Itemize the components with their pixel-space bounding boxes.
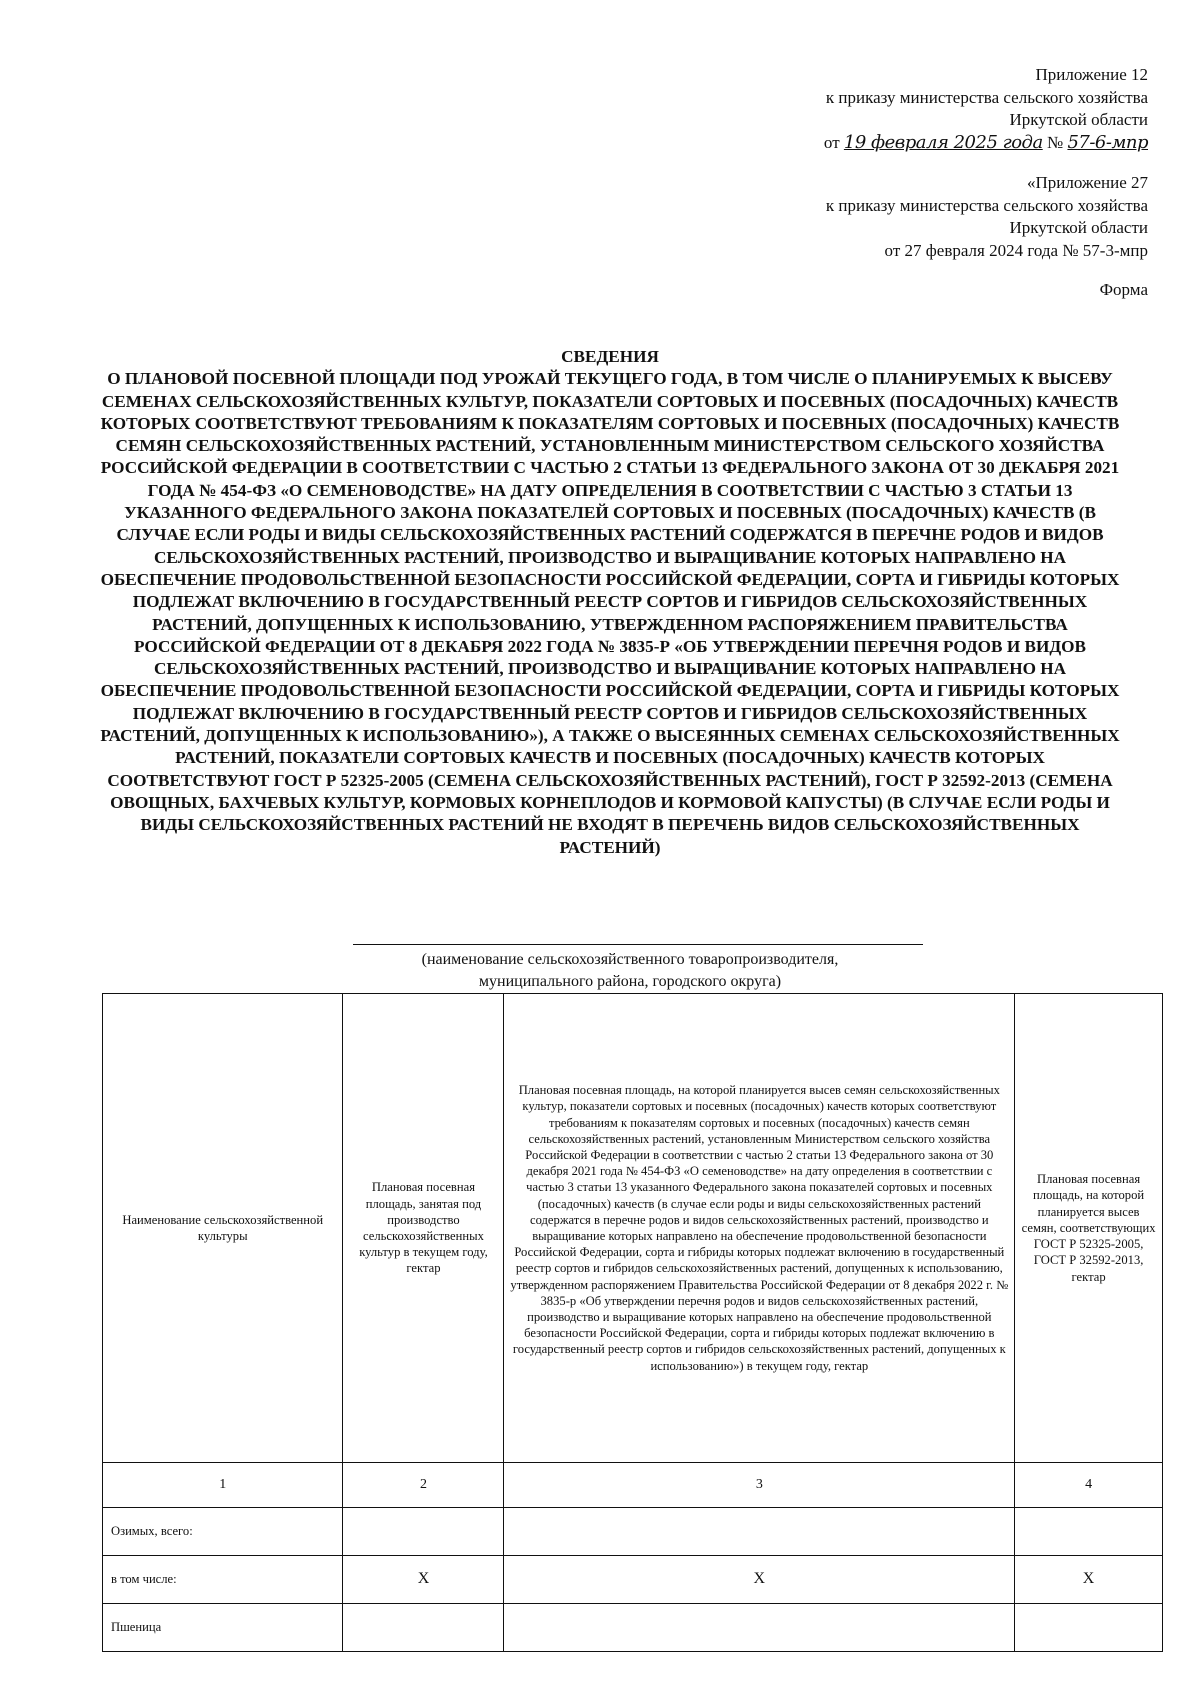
attachment-27-date: от 27 февраля 2024 года № 57-3-мпр (884, 240, 1148, 260)
table-cell[interactable] (343, 1604, 504, 1652)
attachment-12-date-line (824, 132, 1148, 155)
column-number: 4 (1015, 1463, 1163, 1508)
column-number: 1 (103, 1463, 343, 1508)
attachment-27-number: «Приложение 27 (1027, 173, 1148, 192)
form-label: Форма (1099, 280, 1148, 299)
header-planned-area: Плановая посевная площадь, занятая под производство сельскохозяйственных культур в текущем году, гектар (343, 994, 504, 1463)
producer-name-line (353, 944, 923, 945)
table-row (103, 1604, 1163, 1652)
column-number-row (103, 1463, 1163, 1508)
attachment-27-block (826, 172, 1148, 262)
producer-name-caption (330, 949, 930, 993)
attachment-27-order-ref: к приказу министерства сельского хозяйства (825, 195, 1148, 215)
column-number: 2 (343, 1463, 504, 1508)
table-cell[interactable] (1015, 1604, 1163, 1652)
table-cell: X (504, 1556, 1015, 1604)
handwritten-date: 19 февраля 2025 года (843, 131, 1043, 153)
title-body: О ПЛАНОВОЙ ПОСЕВНОЙ ПЛОЩАДИ ПОД УРОЖАЙ ТЕКУЩЕГО ГОДА, В ТОМ ЧИСЛЕ О ПЛАНИРУЕМЫХ К ВЫСЕВУ СЕМЕНАХ СЕЛЬСКОХОЗЯЙСТВЕННЫХ КУЛЬТУР, ПОКАЗАТЕЛИ СОРТОВЫХ И ПОСЕВНЫХ (ПОСАДОЧНЫХ) КАЧЕСТВ КОТОРЫХ СООТВЕТСТВУЮТ ТРЕБОВАНИЯМ К ПОКАЗАТЕЛЯМ СОРТОВЫХ И ПОСЕВНЫХ (ПОСАДОЧНЫХ) КАЧЕСТВ СЕМЯН СЕЛЬСКОХОЗЯЙСТВЕННЫХ РАСТЕНИЙ, УСТАНОВЛЕННЫМ МИНИСТЕРСТВОМ СЕЛЬСКОГО ХОЗЯЙСТВА РОССИЙСКОЙ ФЕДЕРАЦИИ В СООТВЕТСТВИИ С ЧАСТЬЮ 2 СТАТЬИ 13 ФЕДЕРАЛЬНОГО ЗАКОНА ОТ 30 ДЕКАБРЯ 2021 ГОДА № 454-ФЗ «О СЕМЕНОВОДСТВЕ» НА ДАТУ ОПРЕДЕЛЕНИЯ В СООТВЕТСТВИИ С ЧАСТЬЮ 3 СТАТЬИ 13 УКАЗАННОГО ФЕДЕРАЛЬНОГО ЗАКОНА ПОКАЗАТЕЛЕЙ СОРТОВЫХ И ПОСЕВНЫХ (ПОСАДОЧНЫХ) КАЧЕСТВ (В СЛУЧАЕ ЕСЛИ РОДЫ И ВИДЫ СЕЛЬСКОХОЗЯЙСТВЕННЫХ РАСТЕНИЙ СОДЕРЖАТСЯ В ПЕРЕЧНЕ РОДОВ И ВИДОВ СЕЛЬСКОХОЗЯЙСТВЕННЫХ РАСТЕНИЙ, ПРОИЗВОДСТВО И ВЫРАЩИВАНИЕ КОТОРЫХ НАПРАВЛЕНО НА ОБЕСПЕЧЕНИЕ ПРОДОВОЛЬСТВЕННОЙ БЕЗОПАСНОСТИ РОССИЙСКОЙ ФЕДЕРАЦИИ, СОРТА И ГИБРИДЫ КОТОРЫХ ПОДЛЕЖАТ ВКЛЮЧЕНИЮ В ГОСУДАРСТВЕННЫЙ РЕЕСТР СОРТОВ И ГИБРИДОВ СЕЛЬСКОХОЗЯЙСТВЕННЫХ РАСТЕНИЙ, ДОПУЩЕННЫХ К ИСПОЛЬЗОВАНИЮ, УТВЕРЖДЕННОМ РАСПОРЯЖЕНИЕМ ПРАВИТЕЛЬСТВА РОССИЙСКОЙ ФЕДЕРАЦИИ ОТ 8 ДЕКАБРЯ 2022 ГОДА № 3835-Р «ОБ УТВЕРЖДЕНИИ ПЕРЕЧНЯ РОДОВ И ВИДОВ СЕЛЬСКОХОЗЯЙСТВЕННЫХ РАСТЕНИЙ, ПРОИЗВОДСТВО И ВЫРАЩИВАНИЕ КОТОРЫХ НАПРАВЛЕНО НА ОБЕСПЕЧЕНИЕ ПРОДОВОЛЬСТВЕННОЙ БЕЗОПАСНОСТИ РОССИЙСКОЙ ФЕДЕРАЦИИ, СОРТА И ГИБРИДЫ КОТОРЫХ ПОДЛЕЖАТ ВКЛЮЧЕНИЮ В ГОСУДАРСТВЕННЫЙ РЕЕСТР СОРТОВ И ГИБРИДОВ СЕЛЬСКОХОЗЯЙСТВЕННЫХ РАСТЕНИЙ, ДОПУЩЕННЫХ К ИСПОЛЬЗОВАНИЮ»), А ТАКЖЕ О ВЫСЕЯННЫХ СЕМЕНАХ СЕЛЬСКОХОЗЯЙСТВЕННЫХ РАСТЕНИЙ, ПОКАЗАТЕЛИ СОРТОВЫХ КАЧЕСТВ И ПОСЕВНЫХ (ПОСАДОЧНЫХ) КАЧЕСТВ КОТОРЫХ СООТВЕТСТВУЮТ ГОСТ Р 52325-2005 (СЕМЕНА СЕЛЬСКОХОЗЯЙСТВЕННЫХ РАСТЕНИЙ), ГОСТ Р 32592-2013 (СЕМЕНА ОВОЩНЫХ, БАХЧЕВЫХ КУЛЬТУР, КОРМОВЫХ КОРНЕПЛОДОВ И КОРМОВОЙ КАПУСТЫ) (В СЛУЧАЕ ЕСЛИ РОДЫ И ВИДЫ СЕЛЬСКОХОЗЯЙСТВЕННЫХ РАСТЕНИЙ НЕ ВХОДЯТ В ПЕРЕЧЕНЬ ВИДОВ СЕЛЬСКОХОЗЯЙСТВЕННЫХ РАСТЕНИЙ) (100, 369, 1120, 857)
attachment-27-region: Иркутской области (1009, 218, 1148, 237)
table-cell[interactable] (343, 1508, 504, 1556)
attachment-12-block (824, 64, 1148, 154)
document-title (95, 346, 1125, 859)
number-sign: № (1046, 132, 1064, 152)
attachment-12-number: Приложение 12 (1035, 65, 1148, 84)
handwritten-order-number: 57-6-мпр (1067, 131, 1148, 153)
row-label: в том числе: (103, 1556, 343, 1604)
header-planned-area-gost: Плановая посевная площадь, на которой планируется высев семян, соответствующих ГОСТ Р 52325-2005, ГОСТ Р 32592-2013, гектар (1015, 994, 1163, 1463)
table-row (103, 1508, 1163, 1556)
caption-line-1: (наименование сельскохозяйственного товаропроизводителя, (421, 951, 839, 968)
table-cell[interactable] (504, 1604, 1015, 1652)
table-cell: X (1015, 1556, 1163, 1604)
table-cell[interactable] (504, 1508, 1015, 1556)
header-planned-area-certified-seeds: Плановая посевная площадь, на которой планируется высев семян сельскохозяйственных культур, показатели сортовых и посевных (посадочных) качеств которых соответствуют требованиям к показателям сортовых и посевных (посадочных) качеств семян сельскохозяйственных растений, установленным Министерством сельского хозяйства Российской Федерации в соответствии с частью 2 статьи 13 Федерального закона от 30 декабря 2021 года № 454-ФЗ «О семеноводстве» на дату определения в соответствии с частью 3 статьи 13 указанного Федерального закона показателей сортовых и посевных (посадочных) качеств (в случае если роды и виды сельскохозяйственных растений содержатся в перечне родов и видов сельскохозяйственных растений, производство и выращивание которых направлено на обеспечение продовольственной безопасности Российской Федерации, сорта и гибриды которых подлежат включению в государственный реестр сортов и гибридов сельскохозяйственных растений, допущенных к использованию, утвержденном распоряжением Правительства Российской Федерации от 8 декабря 2022 г. № 3835-р «Об утверждении перечня родов и видов сельскохозяйственных растений, производство и выращивание которых направлено на обеспечение продовольственной безопасности Российской Федерации, сорта и гибриды которых подлежат включению в государственный реестр сортов и гибридов сельскохозяйственных растений, допущенных к использованию») в текущем году, гектар (504, 994, 1015, 1463)
header-crop-name: Наименование сельскохозяйственной культуры (103, 994, 343, 1463)
row-label: Озимых, всего: (103, 1508, 343, 1556)
table-cell[interactable] (1015, 1508, 1163, 1556)
row-label: Пшеница (103, 1604, 343, 1652)
caption-line-2: муниципального района, городского округа) (478, 973, 782, 990)
sowing-area-table (102, 993, 1163, 1652)
table-header-row (103, 994, 1163, 1463)
title-heading: СВЕДЕНИЯ (561, 347, 659, 366)
column-number: 3 (504, 1463, 1015, 1508)
date-prefix: от (823, 132, 840, 152)
attachment-12-order-ref: к приказу министерства сельского хозяйства (825, 87, 1148, 107)
table-row (103, 1556, 1163, 1604)
table-cell: X (343, 1556, 504, 1604)
attachment-12-region: Иркутской области (1009, 110, 1148, 129)
